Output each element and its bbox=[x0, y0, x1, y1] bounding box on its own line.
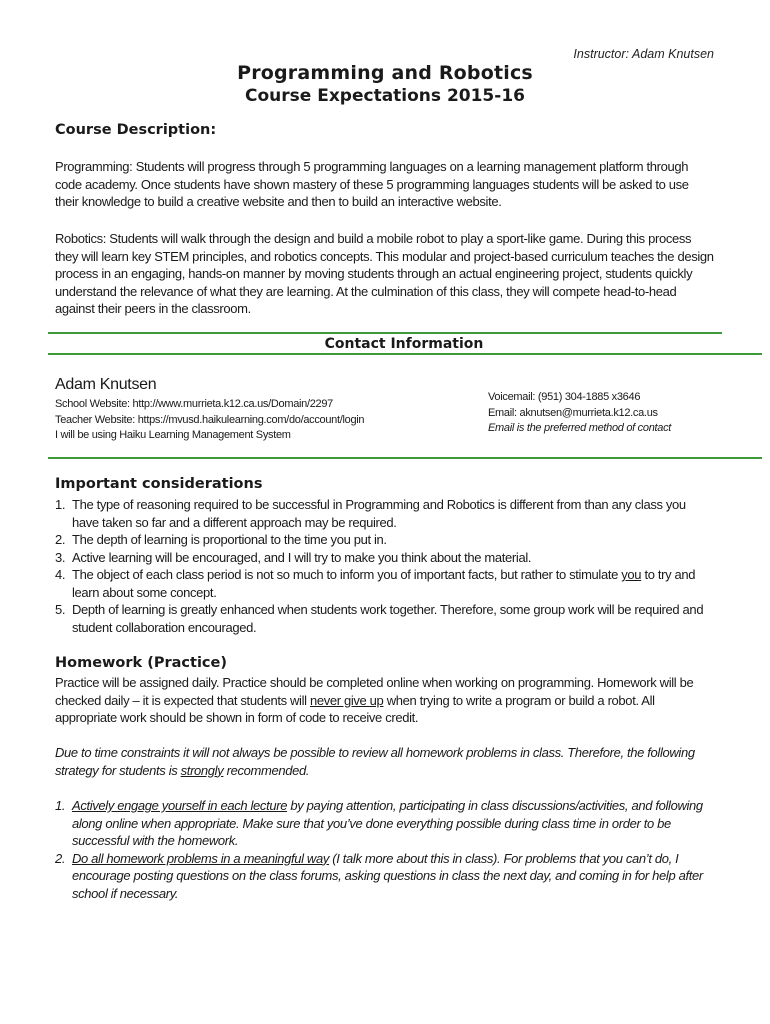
teacher-website: Teacher Website: https://mvusd.haikulearning.com/do/account/login bbox=[55, 413, 365, 426]
underlined-text: Actively engage yourself in each lecture bbox=[72, 798, 288, 813]
list-item bbox=[55, 797, 715, 850]
divider-bottom bbox=[48, 457, 762, 459]
list-item bbox=[55, 549, 715, 567]
list-item bbox=[55, 531, 715, 549]
list-text: The type of reasoning required to be successful in Programming and Robotics is different from than any class you have taken so far and a different approach may be required. bbox=[72, 497, 686, 530]
list-text: The depth of learning is proportional to the time you put in. bbox=[72, 532, 387, 547]
list-text: by paying attention, participating in class discussions/activities, and following along online when appropriate. Make sure that you’ve done everything possible during class time in order to be successful with the homework. bbox=[72, 798, 703, 848]
list-number: 1. bbox=[55, 497, 66, 512]
list-number: 2. bbox=[55, 532, 66, 547]
voicemail: Voicemail: (951) 304-1885 x3646 bbox=[488, 391, 641, 403]
robotics-paragraph: Robotics: Students will walk through the design and build a mobile robot to play a sport-like game. During this process they will learn key STEM principles, and robotics concepts. This modular and project-based curriculum teaches the design process in an engaging, hands-on manner by moving students through an actual engineering project, students quickly understand the relevance of what they are learning. At the culmination of this class, they will compete head-to-head against their peers in the classroom. bbox=[55, 231, 714, 316]
list-text: Depth of learning is greatly enhanced when students work together. Therefore, some group work will be required and student collaboration encouraged. bbox=[72, 602, 704, 635]
strategy-list bbox=[55, 797, 715, 902]
page-subtitle: Course Expectations 2015-16 bbox=[245, 86, 525, 106]
homework-text: when trying to write a program or build a robot. All appropriate work should be shown in form of code to receive credit. bbox=[55, 692, 655, 725]
contact-right bbox=[488, 390, 671, 437]
divider-top bbox=[48, 332, 722, 334]
considerations-list bbox=[55, 496, 715, 636]
programming-paragraph: Programming: Students will progress through 5 programming languages on a learning management platform through code academy. Once students have shown mastery of these 5 programming languages students will be asked to use their knowledge to build a creative website and then to build an interactive website. bbox=[55, 159, 689, 209]
email-note: Email is the preferred method of contact bbox=[488, 422, 672, 434]
list-text: (I talk more about this in class). For problems that you can’t do, I encourage posting questions on the class forums, asking questions in class the next day, and coming in for help after school if necessary. bbox=[72, 850, 703, 901]
list-text: Active learning will be encouraged, and I will try to make you think about the material. bbox=[72, 549, 532, 565]
list-item bbox=[55, 850, 715, 903]
strategy-paragraph bbox=[55, 744, 715, 779]
list-item bbox=[55, 601, 715, 636]
list-text: The object of each class period is not so much to inform you of important facts, but rather to stimulate bbox=[72, 567, 622, 582]
list-item bbox=[55, 496, 715, 531]
instructor-label: Instructor: Adam Knutsen bbox=[573, 47, 714, 61]
list-item bbox=[55, 566, 715, 601]
list-number: 5. bbox=[55, 602, 66, 617]
divider-contact bbox=[48, 353, 762, 355]
underlined-text: never give up bbox=[309, 692, 384, 708]
list-number: 3. bbox=[55, 549, 66, 565]
underlined-text: strongly bbox=[180, 762, 224, 778]
list-number: 4. bbox=[55, 567, 66, 582]
strategy-text: recommended. bbox=[223, 762, 310, 778]
homework-heading: Homework (Practice) bbox=[55, 655, 227, 671]
homework-text: Practice will be assigned daily. Practice should be completed online when working on programming. Homework will be checked daily – it is expected that students will bbox=[55, 675, 694, 708]
list-number: 2. bbox=[55, 850, 66, 866]
underlined-text: you bbox=[621, 567, 642, 582]
considerations-heading: Important considerations bbox=[55, 476, 263, 492]
underlined-text: Do all homework problems in a meaningful way bbox=[72, 850, 330, 866]
school-website: School Website: http://www.murrieta.k12.ca.us/Domain/2297 bbox=[55, 398, 334, 410]
email: Email: aknutsen@murrieta.k12.ca.us bbox=[488, 406, 658, 419]
homework-paragraph bbox=[55, 674, 715, 727]
list-text: to try and learn about some concept. bbox=[72, 567, 696, 600]
contact-left bbox=[55, 397, 364, 444]
course-description-heading: Course Description: bbox=[55, 122, 217, 138]
list-number: 1. bbox=[55, 798, 66, 813]
strategy-text: Due to time constraints it will not always be possible to review all homework problems in class. Therefore, the following strategy for students is bbox=[55, 745, 695, 778]
contact-name: Adam Knutsen bbox=[55, 376, 157, 393]
contact-heading: Contact Information bbox=[324, 336, 484, 352]
haiku-note: I will be using Haiku Learning Management System bbox=[55, 429, 291, 441]
page-title: Programming and Robotics bbox=[237, 62, 533, 84]
